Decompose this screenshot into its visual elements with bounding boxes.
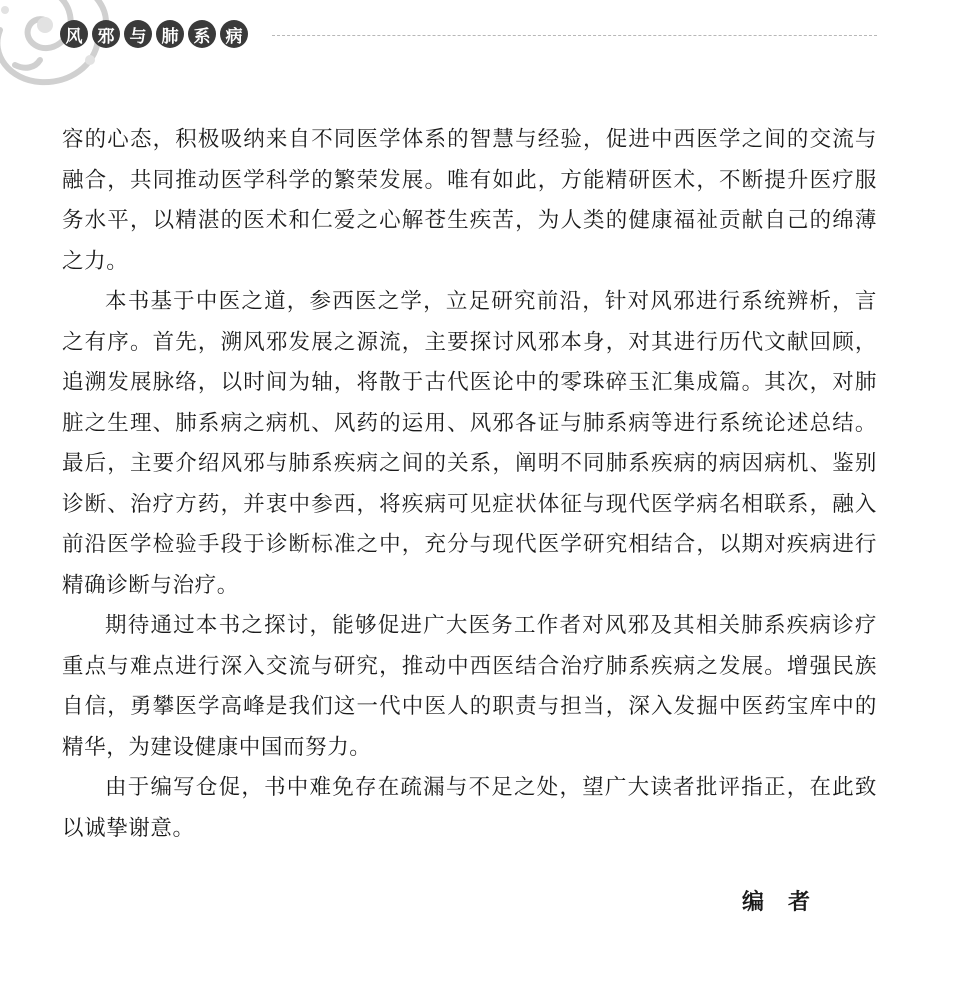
paragraph: 本书基于中医之道，参西医之学，立足研究前沿，针对风邪进行系统辨析，言之有序。首先，溯风邪发展之源流，主要探讨风邪本身，对其进行历代文献回顾，追溯发展脉络，以时间为轴，将散于古代医论中的零珠碎玉汇集成篇。其次，对肺脏之生理、肺系病之病机、风药的运用、风邪各证与肺系病等进行系统论述总结。最后，主要介绍风邪与肺系疾病之间的关系，阐明不同肺系疾病的病因病机、鉴别诊断、治疗方药，并衷中参西，将疾病可见症状体征与现代医学病名相联系，融入前沿医学检验手段于诊断标准之中，充分与现代医学研究相结合，以期对疾病进行精确诊断与治疗。 [62,289,877,598]
paragraph: 由于编写仓促，书中难免存在疏漏与不足之处，望广大读者批评指正，在此致以诚挚谢意。 [62,775,877,841]
header-title-char: 系 [188,20,216,48]
paragraph: 期待通过本书之探讨，能够促进广大医务工作者对风邪及其相关肺系疾病诊疗重点与难点进行深入交流与研究，推动中西医结合治疗肺系疾病之发展。增强民族自信，勇攀医学高峰是我们这一代中医人的职责与担当，深入发掘中医药宝库中的精华，为建设健康中国而努力。 [62,613,877,760]
corner-ornament-decoration [0,0,120,100]
header-title-char: 邪 [92,20,120,48]
author-signature: 编者 [741,889,834,915]
header-dashed-rule [272,35,877,36]
header-title-char: 风 [60,20,88,48]
header-title-char: 肺 [156,20,184,48]
paragraph-continued: 容的心态，积极吸纳来自不同医学体系的智慧与经验，促进中西医学之间的交流与融合，共同推动医学科学的繁荣发展。唯有如此，方能精研医术，不断提升医疗服务水平，以精湛的医术和仁爱之心解苍生疾苦，为人类的健康福祉贡献自己的绵薄之力。 [62,127,877,274]
running-header [60,20,252,48]
body-text [62,120,877,849]
header-title-char: 病 [220,20,248,48]
header-title-char: 与 [124,20,152,48]
